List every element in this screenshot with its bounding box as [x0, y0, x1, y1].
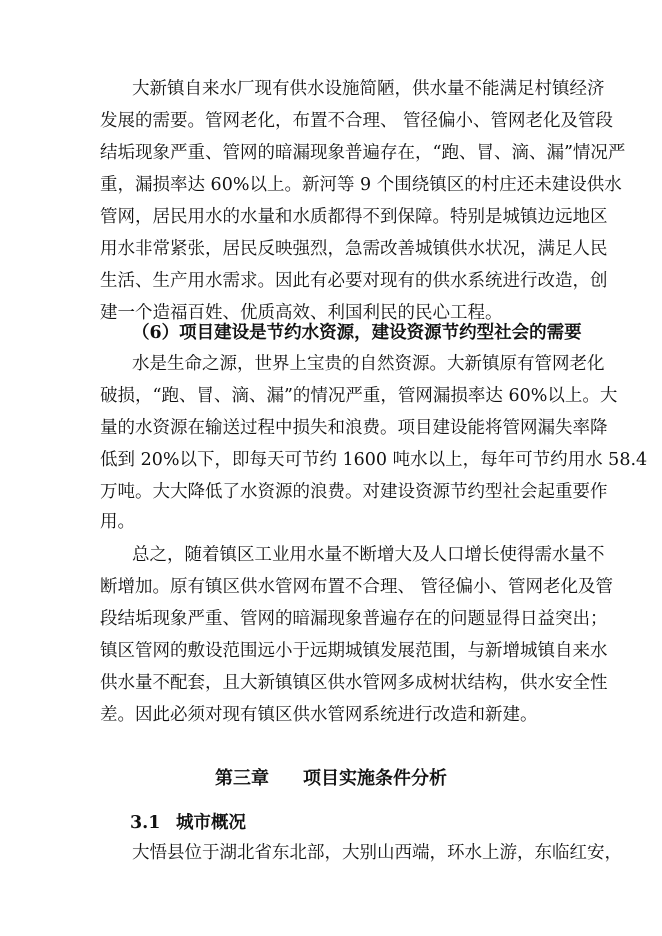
text-line: 用水非常紧张，居民反映强烈，急需改善城镇供水状况，满足人民: [100, 239, 608, 259]
section-heading: [130, 808, 600, 838]
text-line: 建一个造福百姓、优质高效、利国利民的民心工程。: [100, 303, 503, 323]
text-line: 低到 20%以下，即每天可节约 1600 吨水以上，每年可节约用水 58.4: [100, 450, 648, 470]
text-line: 管网，居民用水的水量和水质都得不到保障。特别是城镇边远地区: [100, 207, 608, 227]
section-number: 3.1: [130, 813, 161, 833]
text-line: 段结垢现象严重、管网的暗漏现象普遍存在的问题显得日益突出；: [100, 609, 608, 629]
text-line: 大悟县位于湖北省东北部，大别山西端，环水上游，东临红安，: [132, 843, 622, 863]
text-line: 破损，“跑、冒、滴、漏”的情况严重，管网漏损率达 60%以上。大: [100, 386, 618, 406]
subheading-water-conservation: （6）项目建设是节约水资源，建设资源节约型社会的需要: [132, 323, 582, 343]
text-line: 大新镇自来水厂现有供水设施简陋，供水量不能满足村镇经济: [132, 79, 605, 99]
chapter-heading: [0, 764, 662, 794]
text-line: 万吨。大大降低了水资源的浪费。对建设资源节约型社会起重要作: [100, 482, 608, 502]
text-line: 重，漏损率达 60%以上。新河等 9 个围绕镇区的村庄还未建设供水: [100, 175, 622, 195]
chapter-number: 第三章: [215, 768, 269, 789]
text-line: 生活、生产用水需求。因此有必要对现有的供水系统进行改造，创: [100, 271, 608, 291]
text-line: 镇区管网的敷设范围远小于远期城镇发展范围，与新增城镇自来水: [100, 641, 608, 661]
text-line: 量的水资源在输送过程中损失和浪费。项目建设能将管网漏失率降: [100, 418, 608, 438]
chapter-title: 项目实施条件分析: [303, 768, 447, 789]
text-line: 水是生命之源，世界上宝贵的自然资源。大新镇原有管网老化: [132, 354, 605, 374]
text-line: 断增加。原有镇区供水管网布置不合理、 管径偏小、管网老化及管: [100, 577, 614, 597]
text-line: 结垢现象严重、管网的暗漏现象普遍存在，“跑、冒、滴、漏”情况严: [100, 143, 626, 163]
section-title: 城市概况: [176, 813, 246, 833]
text-line: 供水量不配套，且大新镇镇区供水管网多成树状结构，供水安全性: [100, 673, 608, 693]
text-line: 总之，随着镇区工业用水量不断增大及人口增长使得需水量不: [132, 545, 605, 565]
text-line: 差。因此必须对现有镇区供水管网系统进行改造和新建。: [100, 705, 538, 725]
text-line: 用。: [100, 512, 135, 532]
text-line: 发展的需要。管网老化，布置不合理、 管径偏小、管网老化及管段: [100, 111, 614, 131]
